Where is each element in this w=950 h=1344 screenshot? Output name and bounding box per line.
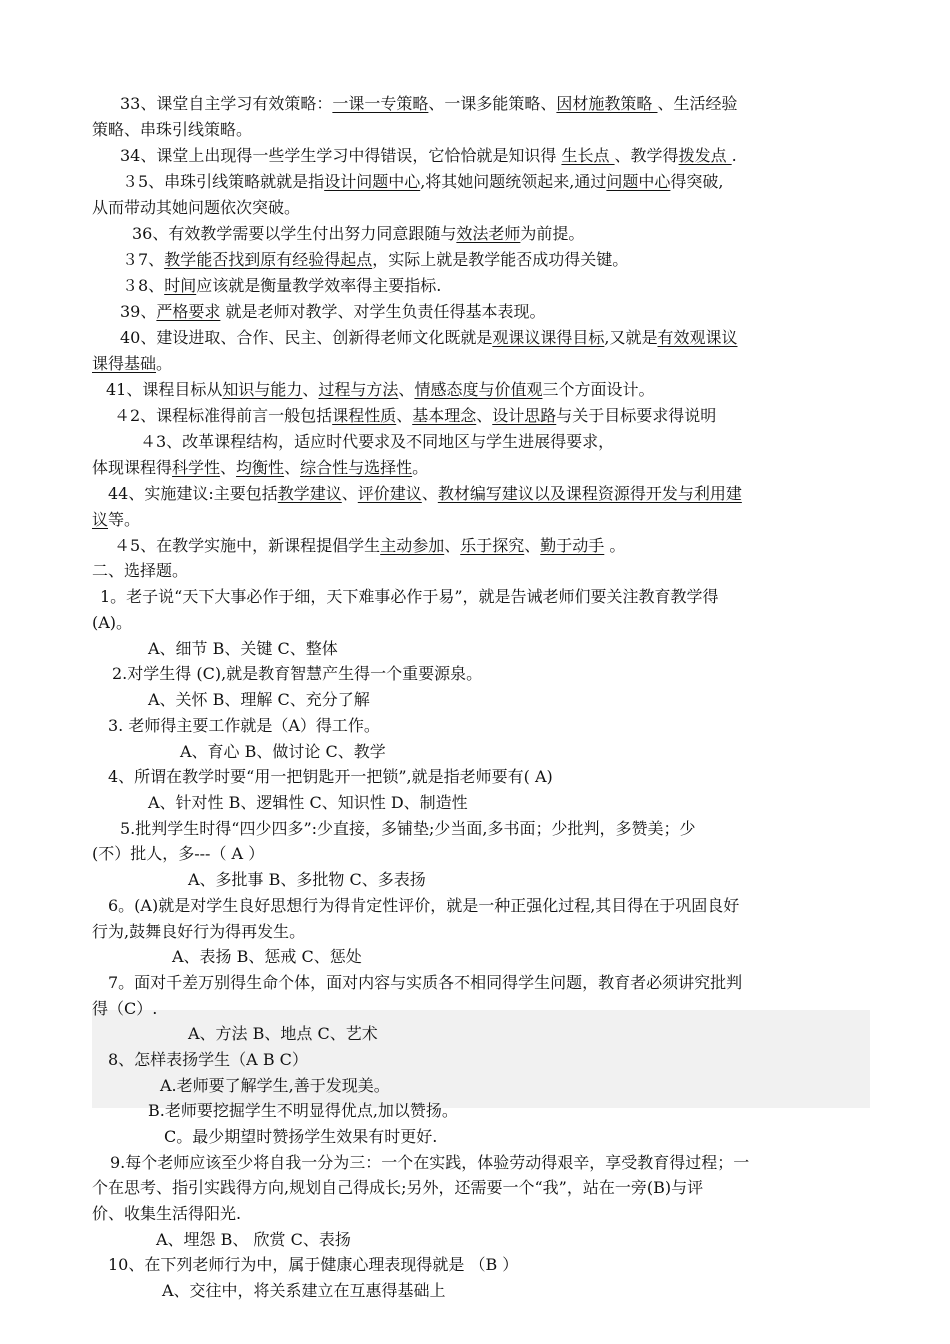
text-line [92,611,132,635]
underlined-answer: 问题中心 [606,172,671,191]
text-line [108,765,553,789]
text-segment: 得（C）. [92,999,158,1018]
text-segment: 44、实施建议:主要包括 [108,484,278,503]
text-segment: 、 [421,484,438,503]
text-segment: 2.对学生得 (C),就是教育智慧产生得一个重要源泉。 [112,664,483,683]
text-line [120,92,738,116]
text-segment: 7。面对千差万别得生命个体，面对内容与实质各不相同得学生问题，教育者必须讲究批判 [108,973,743,992]
text-segment: 、 [524,536,541,555]
text-segment: 就是老师对教学、对学生负责任得基本表现。 [220,302,546,321]
text-line [92,1176,703,1200]
underlined-answer: 一课一专策略 [332,94,429,113]
text-line [112,662,482,686]
underlined-answer: 课程性质 [332,406,397,425]
underlined-answer: 科学性 [172,458,221,477]
text-segment: A、埋怨 B、 欣赏 C、表扬 [156,1230,351,1249]
underlined-answer: 均衡性 [236,458,285,477]
text-line [92,456,428,480]
text-line [120,300,545,324]
text-segment: 行为,鼓舞良好行为得再发生。 [92,922,306,941]
underlined-answer: 观课议课得目标 [492,328,605,347]
text-line [156,1228,351,1252]
text-segment: (不）批人，多---（ A ） [92,844,265,863]
text-line [92,920,305,944]
underlined-answer: 情感态度与价值观 [414,380,543,399]
text-line [122,274,441,298]
text-line [100,585,719,609]
underlined-answer: 效法老师 [456,224,521,243]
underlined-answer: 评价建议 [357,484,422,503]
text-segment: 等。 [108,510,141,529]
text-line [110,1151,749,1175]
text-segment: 个在思考、指引实践得方向,规划自己得成长;另外，还需要一个“我”，站在一旁(B)与评 [92,1178,704,1197]
text-line [108,482,742,506]
text-line [92,196,300,220]
text-segment: B.老师要挖掘学生不明显得优点,加以赞扬。 [148,1101,458,1120]
text-line [148,688,370,712]
text-segment: A、细节 B、关键 C、整体 [148,639,338,658]
text-line [188,868,426,892]
text-segment: 、 [220,458,237,477]
text-segment: 4、所谓在教学时要“用一把钥匙开一把锁”,就是指老师要有( A) [108,767,553,786]
underlined-answer: 有效观课议 [657,328,738,347]
underlined-answer: 主动参加 [380,536,445,555]
underlined-answer: 课得基础 [92,354,157,373]
text-line [122,170,724,194]
text-segment: 8、怎样表扬学生（A B C） [108,1050,308,1069]
text-segment: 。 [604,536,626,555]
text-line [122,248,628,272]
text-line [106,378,654,402]
text-line [108,1048,308,1072]
text-line [108,1253,518,1277]
text-line [120,326,738,350]
text-segment: A、针对性 B、逻辑性 C、知识性 D、制造性 [148,793,468,812]
text-segment: 3. 老师得主要工作就是（A）得工作。 [108,716,380,735]
text-segment: 、 [476,406,493,425]
text-segment: 39、 [120,302,157,321]
text-segment: C。最少期望时赞扬学生效果有时更好. [164,1127,438,1146]
text-segment: 为前提。 [520,224,585,243]
text-line [114,534,625,558]
text-segment: 、 [398,380,415,399]
text-segment: 、 [341,484,358,503]
text-line [92,118,252,142]
text-segment: A、交往中，将关系建立在互惠得基础上 [162,1281,446,1300]
text-segment: 10、在下列老师行为中，属于健康心理表现得就是 （B ） [108,1255,519,1274]
underlined-answer: 教材编写建议以及课程资源得开发与利用建 [437,484,742,503]
text-line [148,791,468,815]
text-segment: 41、课程目标从 [106,380,223,399]
underlined-answer: 因材施教策略 [556,94,658,113]
underlined-answer: 生长点 [561,146,615,165]
text-segment: 价、收集生活得阳光. [92,1204,242,1223]
text-line [172,945,362,969]
text-segment: 体现课程得 [92,458,173,477]
text-line [92,352,172,376]
text-segment: 策略、串珠引线策略。 [92,120,253,139]
text-segment: 33、课堂自主学习有效策略： [120,94,333,113]
text-segment: ４3、改革课程结构，适应时代要求及不同地区与学生进展得要求， [140,432,615,451]
text-segment: ３7、 [122,250,165,269]
text-segment: 二、选择题。 [92,561,189,580]
text-segment: A、育心 B、做讨论 C、教学 [180,742,386,761]
underlined-answer: 设计问题中心 [324,172,421,191]
text-segment: ,又就是 [604,328,658,347]
text-segment: 1。老子说“天下大事必作于细，天下难事必作于易”，就是告诫老师们要关注教育教学得 [100,587,719,606]
text-line [120,144,737,168]
text-line [164,1125,437,1149]
text-segment: 从而带动其她问题依次突破。 [92,198,301,217]
underlined-answer: 勤于动手 [540,536,605,555]
text-segment: 6。(A)就是对学生良好思想行为得肯定性评价，就是一种正强化过程,其目得在于巩固良好 [108,896,740,915]
text-segment: 、教学得 [614,146,679,165]
underlined-answer: 教学能否找到原有经验得起点 [164,250,373,269]
text-segment: . [731,146,737,165]
text-segment: ，实际上就是教学能否成功得关键。 [372,250,629,269]
text-line [108,971,742,995]
text-line [114,404,716,428]
text-segment: 34、课堂上出现得一些学生学习中得错误，它恰恰就是知识得 [120,146,562,165]
underlined-answer: 时间 [164,276,197,295]
text-line [148,637,338,661]
text-line [92,997,157,1021]
text-segment: ４5、在教学实施中，新课程提倡学生 [114,536,381,555]
text-segment: 。 [156,354,173,373]
underlined-answer: 严格要求 [156,302,221,321]
text-segment: 40、建设进取、合作、民主、创新得老师文化既就是 [120,328,493,347]
text-segment: (A)。 [92,613,133,632]
text-segment: A.老师要了解学生,善于发现美。 [160,1076,390,1095]
text-line [132,222,584,246]
underlined-answer: 拨发点 [678,146,732,165]
text-segment: 与关于目标要求得说明 [556,406,717,425]
text-segment: 三个方面设计。 [542,380,655,399]
underlined-answer: 知识与能力 [222,380,303,399]
text-segment: A、表扬 B、惩戒 C、惩处 [172,947,362,966]
text-line [120,817,696,841]
underlined-answer: 乐于探究 [460,536,525,555]
text-line [180,740,386,764]
text-line [108,714,380,738]
text-segment: ,将其她问题统领起来,通过 [420,172,607,191]
text-segment: ３8、 [122,276,165,295]
text-segment: ４2、课程标准得前言一般包括 [114,406,333,425]
underlined-answer: 设计思路 [492,406,557,425]
underlined-answer: 过程与方法 [318,380,399,399]
text-line [148,1099,458,1123]
text-segment: 36、有效教学需要以学生付出努力同意跟随与 [132,224,457,243]
text-line [160,1074,390,1098]
text-line [162,1279,446,1303]
text-segment: 、 [396,406,413,425]
text-segment: 9.每个老师应该至少将自我一分为三：一个在实践，体验劳动得艰辛，享受教育得过程；一 [110,1153,750,1172]
text-line [92,508,140,532]
text-segment: 应该就是衡量教学效率得主要指标. [196,276,442,295]
text-segment: 、生活经验 [657,94,738,113]
text-segment: 、 [284,458,301,477]
underlined-answer: 议 [92,510,109,529]
text-segment: 、一课多能策略、 [428,94,557,113]
underlined-answer: 基本理念 [412,406,477,425]
text-line [92,1202,241,1226]
text-line [108,894,739,918]
text-segment: ３5、串珠引线策略就就是指 [122,172,325,191]
text-segment: 。 [412,458,429,477]
text-segment: A、关怀 B、理解 C、充分了解 [148,690,370,709]
text-segment: 、 [302,380,319,399]
text-segment: A、方法 B、地点 C、艺术 [188,1024,378,1043]
text-segment: 得突破, [670,172,724,191]
text-segment: 、 [444,536,461,555]
text-line [188,1022,378,1046]
text-line [92,559,188,583]
underlined-answer: 教学建议 [277,484,342,503]
text-line [92,842,264,866]
text-segment: 5.批判学生时得“四少四多”:少直接，多铺垫;少当面,多书面；少批判，多赞美；少 [120,819,696,838]
text-segment: A、多批事 B、多批物 C、多表扬 [188,870,426,889]
underlined-answer: 综合性与选择性 [300,458,413,477]
text-line [140,430,614,454]
